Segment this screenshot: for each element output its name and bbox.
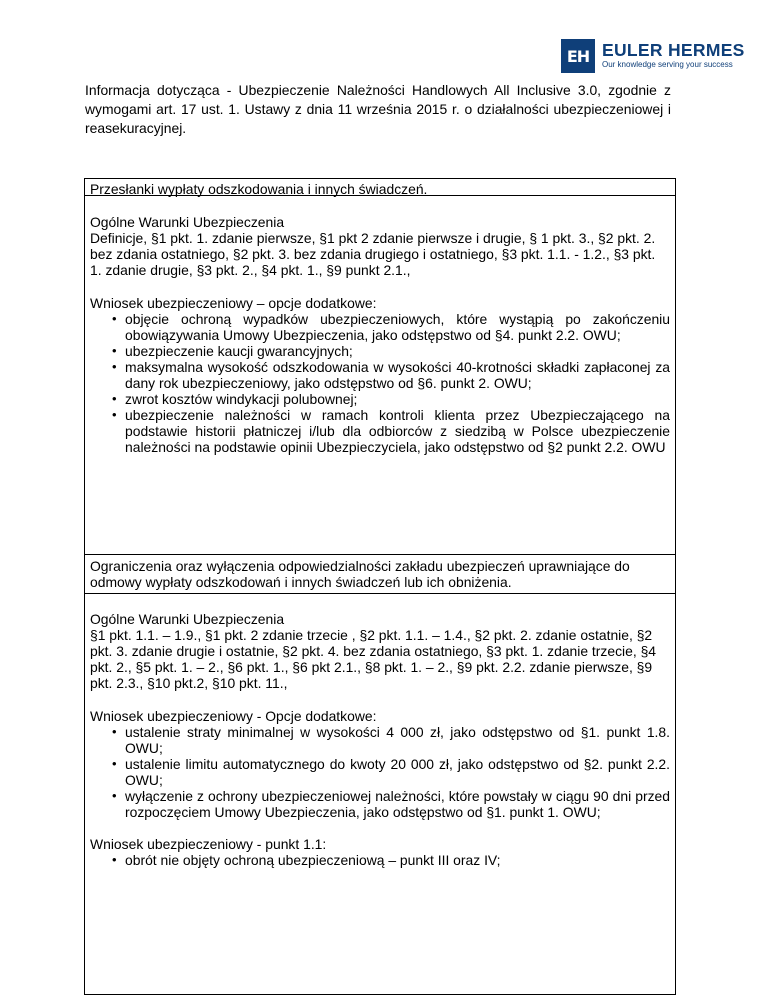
list-item: • obrót nie objęty ochroną ubezpieczeniową – punkt III oraz IV; xyxy=(90,852,670,868)
logo-mark: EH xyxy=(561,39,595,73)
section2-body-cell xyxy=(85,594,675,994)
section1-owu-title: Ogólne Warunki Ubezpieczenia xyxy=(90,214,285,230)
info-table xyxy=(84,178,676,995)
intro-paragraph: Informacja dotycząca - Ubezpieczenie Należności Handlowych All Inclusive 3.0, zgodnie z wymogami art. 17 ust. 1. Ustawy z dnia 11 września 2015 r. o działalności ubezpieczeniowej i reasekuracyjnej. xyxy=(85,82,671,136)
logo-tagline: Our knowledge serving your success xyxy=(602,60,733,69)
section1-wniosek-title: Wniosek ubezpieczeniowy – opcje dodatkowe: xyxy=(90,295,377,311)
section1-body-cell xyxy=(85,196,675,555)
section2-owu-title: Ogólne Warunki Ubezpieczenia xyxy=(90,611,285,627)
list-item: • zwrot kosztów windykacji polubownej; xyxy=(90,391,670,407)
section2-wniosek2-title: Wniosek ubezpieczeniowy - punkt 1.1: xyxy=(90,836,327,852)
section1-header-cell xyxy=(85,179,675,196)
list-item: • ustalenie straty minimalnej w wysokości 4 000 zł, jako odstępstwo od §1. punkt 1.8. OWU; xyxy=(90,724,670,756)
list-item: • ubezpieczenie należności w ramach kontroli klienta przez Ubezpieczającego na podstawie historii płatniczej i/lub dla odbiorców z siedzibą w Polsce ubezpieczenie należności na podstawie opinii Ubezpieczyciela, jako odstępstwo od §2 punkt 2.2. OWU xyxy=(90,407,670,455)
section1-header: Przesłanki wypłaty odszkodowania i innych świadczeń. xyxy=(90,181,428,197)
section2-header: Ograniczenia oraz wyłączenia odpowiedzialności zakładu ubezpieczeń uprawniające do odmowy wypłaty odszkodowań i innych świadczeń lub ich obniżenia. xyxy=(90,558,630,590)
section1-options-list xyxy=(90,311,670,455)
section1-owu-text: Definicje, §1 pkt. 1. zdanie pierwsze, §1 pkt 2 zdanie pierwsze i drugie, § 1 pkt. 3., §2 pkt. 2. bez zdania ostatniego, §2 pkt. 3. bez zdania drugiego i ostatniego, §3 pkt. 1.1. - 1.2., §3 pkt. 1. zdanie drugie, §3 pkt. 2., §4 pkt. 1., §9 punkt 2.1., xyxy=(90,230,656,278)
list-item: • ustalenie limitu automatycznego do kwoty 20 000 zł, jako odstępstwo od §2. punkt 2.2. OWU; xyxy=(90,756,670,788)
section2-owu-text: §1 pkt. 1.1. – 1.9., §1 pkt. 2 zdanie trzecie , §2 pkt. 1.1. – 1.4., §2 pkt. 2. zdanie ostatnie, §2 pkt. 3. zdanie drugie i ostatnie, §2 pkt. 4. bez zdania ostatniego, §3 pkt. 1. zdanie trzecie, §4 pkt. 2., §5 pkt. 1. – 2., §6 pkt. 1., §6 pkt 2.1., §8 pkt. 1. – 2., §9 pkt. 2.2. zdanie pierwsze, §9 pkt. 2.3., §10 pkt.2, §10 pkt. 11., xyxy=(90,627,657,691)
list-item: • wyłączenie z ochrony ubezpieczeniowej należności, które powstały w ciągu 90 dni przed rozpoczęciem Umowy Ubezpieczenia, jako odstępstwo od §1. punkt 1. OWU; xyxy=(90,788,670,820)
list-item: • maksymalna wysokość odszkodowania w wysokości 40-krotności składki zapłaconej za dany rok ubezpieczeniowy, jako odstępstwo od §6. punkt 2. OWU; xyxy=(90,359,670,391)
section2-header-cell xyxy=(85,555,675,594)
company-logo xyxy=(561,39,745,73)
section2-turnover-list xyxy=(90,852,670,868)
section2-wniosek-title: Wniosek ubezpieczeniowy - Opcje dodatkowe: xyxy=(90,708,377,724)
section2-options-list xyxy=(90,724,670,820)
list-item: • objęcie ochroną wypadków ubezpieczeniowych, które wystąpią po zakończeniu obowiązywania Umowy Ubezpieczenia, jako odstępstwo od §4. punkt 2.2. OWU; xyxy=(90,311,670,343)
list-item: • ubezpieczenie kaucji gwarancyjnych; xyxy=(90,343,670,359)
logo-name: EULER HERMES xyxy=(602,40,745,60)
